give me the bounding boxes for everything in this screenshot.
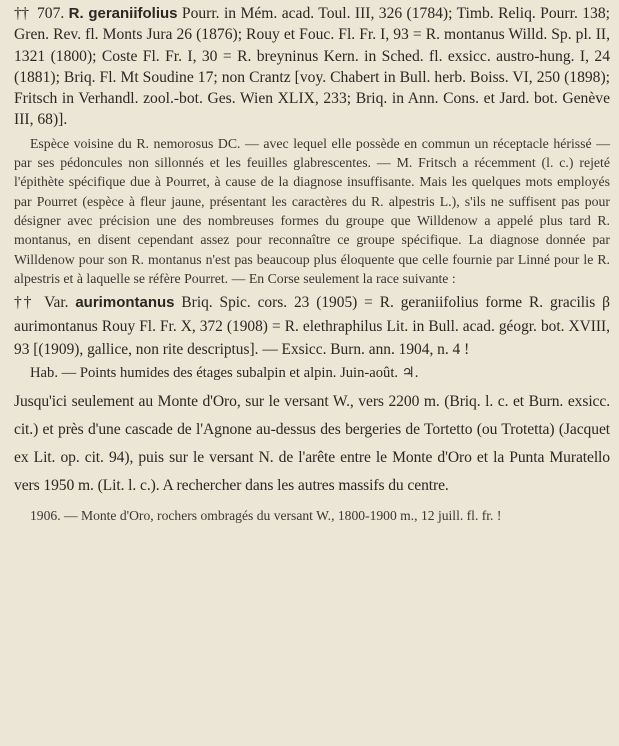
species-entry: [14, 3, 610, 131]
entry-number: 707.: [36, 5, 65, 22]
species-name: R. geraniifolius: [68, 5, 178, 22]
variety-synonymy: Briq. Spic. cors. 23 (1905) = R. geraniifolius forme R. gracilis β aurimontanus Rouy Fl. Fr. X, 372 (1908) = R. elethraphilus Lit. in Bull. acad. géogr. bot. XVIII, 93 [(1909), gallice, non rite descriptus]. — Exsicc. Burn. ann. 1904, n. 4 !: [14, 294, 611, 358]
variety-double-dagger-symbol: ††: [14, 294, 34, 312]
variety-prefix: Var.: [44, 294, 69, 312]
habitat-intro: Hab. — Points humides des étages subalpin et alpin. Juin-août. ♃.: [30, 365, 419, 382]
variety-name: aurimontanus: [75, 294, 175, 312]
double-dagger-symbol: ††: [14, 5, 29, 22]
variety-entry: [14, 291, 610, 361]
species-commentary: Espèce voisine du R. nemorosus DC. — avec lequel elle possède en commun un réceptacle hérissé — par ses pédoncules non sillonnés et les feuilles glabrescentes. — M. Fritsch a récemment (l. c.) rejeté l'épithète spécifique due à Pourret, à cause de la diagnose insuffisante. Mais les quelques mots employés par Pourret (espèce à fleur jaune, présentant les caractères du R. alpestris L.), s'ils ne suffisent pas pour désigner avec précision une des nombreuses formes du groupe que Willdenow a appelé plus tard R. montanus, en disent cependant assez pour reconnaître ce groupe spécifique. La diagnose donnée par Willdenow pour son R. montanus n'est pas beaucoup plus éloquente que celle fournie par Linné pour le R. alpestris et à laquelle se réfère Pourret. — En Corse seulement la race suivante :: [14, 135, 610, 286]
habitat-details: Jusqu'ici seulement au Monte d'Oro, sur le versant W., vers 2200 m. (Briq. l. c. et Burn. exsicc. cit.) et près d'une cascade de l'Agnone au-dessus des bergeries de Tortetto (ou Trotetta) (Jacquet ex Lit. op. cit. 94), puis sur le versant N. de l'arête entre le Monte d'Oro et la Punta Muratello vers 1950 m. (Lit. l. c.). A rechercher dans les autres massifs du centre.: [14, 393, 610, 495]
specimen-record: 1906. — Monte d'Oro, rochers ombragés du versant W., 1800-1900 m., 12 juill. fl. fr. !: [30, 508, 502, 524]
species-synonymy: Pourr. in Mém. acad. Toul. III, 326 (1784); Timb. Reliq. Pourr. 138; Gren. Rev. fl. Monts Jura 26 (1876); Rouy et Fouc. Fl. Fr. I, 93 = R. montanus Willd. Sp. pl. II, 1321 (1800); Coste Fl. Fr. I, 30 = R. breyninus Kern. in Sched. fl. exsicc. austro-hung. I, 24 (1881); Briq. Fl. Mt Soudine 17; non Crantz [voy. Chabert in Bull. herb. Boiss. VI, 250 (1898); Fritsch in Verhandl. zool.-bot. Ges. Wien XLIX, 233; Briq. in Ann. Cons. et Jard. bot. Genève III, 68)].: [14, 5, 610, 129]
